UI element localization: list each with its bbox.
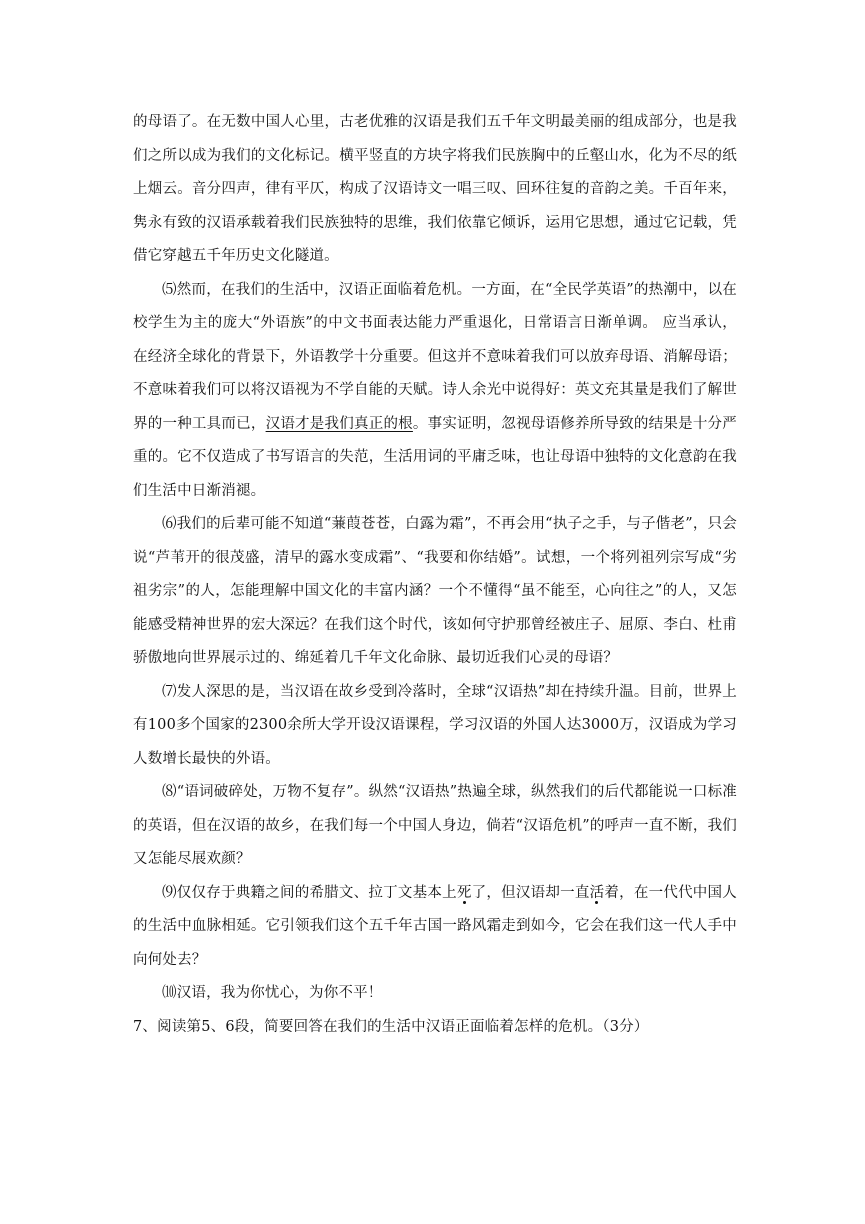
paragraph-text-after: 。事实证明，忽视母语修养所导致的结果是十分严重的。它不仅造成了书写语言的失范，生活用词的平庸乏味，也让母语中独特的文化意韵在我们生活中日渐消褪。 <box>133 415 737 499</box>
paragraph-text: 的母语了。在无数中国人心里，古老优雅的汉语是我们五千年文明最美丽的组成部分，也是我们之所以成为我们的文化标记。横平竖直的方块字将我们民族胸中的丘壑山水，化为不尽的纸上烟云。音分四声，律有平仄，构成了汉语诗文一唱三叹、回环往复的音韵之美。千百年来，隽永有致的汉语承载着我们民族独特的思维，我们依靠它倾诉，运用它思想，通过它记载，凭借它穿越五千年历史文化隧道。 <box>133 114 737 264</box>
paragraph-10 <box>133 977 737 1011</box>
question-text: 7、阅读第5、6段，简要回答在我们的生活中汉语正面临着怎样的危机。（3分） <box>133 1018 649 1035</box>
paragraph-7 <box>133 676 737 777</box>
paragraph-4-continued <box>133 106 737 274</box>
paragraph-text: ⑹我们的后辈可能不知道“蒹葭苍苍，白露为霜”，不再会用“执子之手，与子偕老”，只会说“芦苇开的很茂盛，清早的露水变成霜”、“我要和你结婚”。试想，一个将列祖列宗写成“劣祖劣宗”的人，怎能理解中国文化的丰富内涵？一个不懂得“虽不能至，心向往之”的人，又怎能感受精神世界的宏大深远？在我们这个时代，该如何守护那曾经被庄子、屈原、李白、杜甫骄傲地向世界展示过的、绵延着几千年文化命脉、最切近我们心灵的母语？ <box>133 516 737 666</box>
paragraph-9 <box>133 877 737 978</box>
paragraph-text: ⑺发人深思的是，当汉语在故乡受到冷落时，全球“汉语热”却在持续升温。目前，世界上有100多个国家的2300余所大学开设汉语课程，学习汉语的外国人达3000万，汉语成为学习人数增长最快的外语。 <box>133 683 737 767</box>
paragraph-text: ⑽汉语，我为你忧心，为你不平！ <box>162 985 383 1001</box>
paragraph-6 <box>133 508 737 676</box>
paragraph-text-part2: 了，但汉语却一直 <box>471 884 590 901</box>
emphasis-dot-word-si: 死 <box>456 884 472 901</box>
paragraph-text-part3: 着，在一代代中国人的生活中血脉相延。它引领我们这个五千年古国一路风霜走到如今，它会在我们这一代人手中向何处去？ <box>133 884 737 968</box>
article-body <box>133 106 737 1044</box>
paragraph-5 <box>133 274 737 509</box>
underlined-phrase: 汉语才是我们真正的根 <box>265 415 413 432</box>
question-7 <box>133 1011 737 1045</box>
paragraph-text: ⑻“语词破碎处，万物不复存”。纵然“汉语热”热遍全球，纵然我们的后代都能说一口标准的英语，但在汉语的故乡，在我们每一个中国人身边，倘若“汉语危机”的呼声一直不断，我们又怎能尽展欢颜？ <box>133 784 737 867</box>
emphasis-dot-word-huo: 活 <box>589 884 605 901</box>
paragraph-8 <box>133 776 737 877</box>
paragraph-text-part1: ⑼仅仅存于典籍之间的希腊文、拉丁文基本上 <box>162 884 457 901</box>
paragraph-text-before: ⑸然而，在我们的生活中，汉语正面临着危机。一方面，在“全民学英语”的热潮中，以在校学生为主的庞大“外语族”的中文书面表达能力严重退化，日常语言日渐单调。 应当承认，在经济全球化的背景下，外语教学十分重要。但这并不意味着我们可以放弃母语、消解母语；不意味着我们可以将汉语视为不学自能的天赋。诗人余光中说得好：英文充其量是我们了解世界的一种工具而已， <box>133 281 737 432</box>
